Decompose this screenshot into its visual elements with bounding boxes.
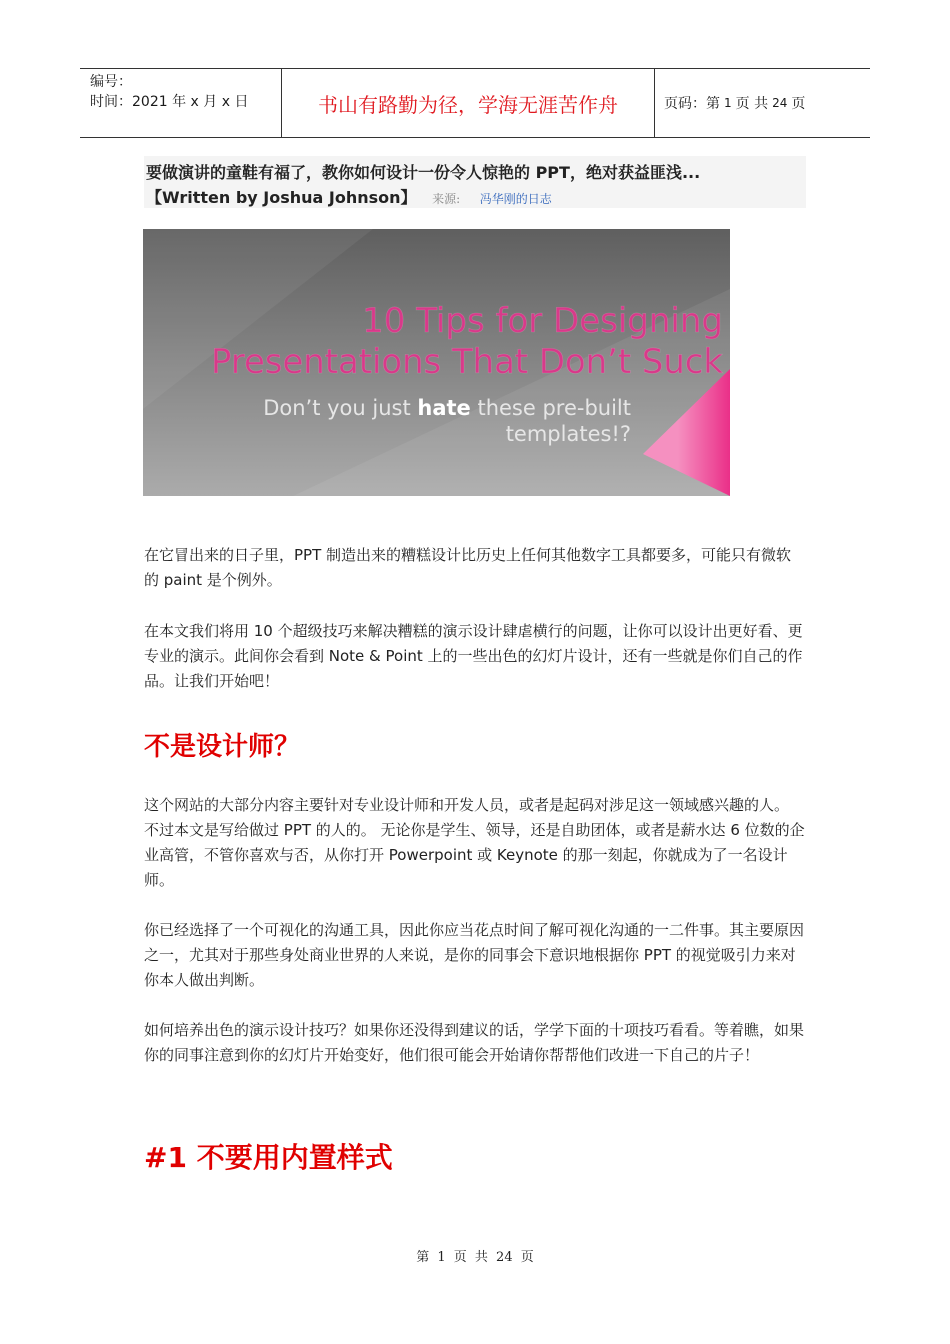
time-label: 时间：2021 年 x 月 x 日 xyxy=(90,94,249,110)
article-title: 要做演讲的童鞋有福了，教你如何设计一份令人惊艳的 PPT，绝对获益匪浅... xyxy=(146,163,701,182)
slide-graphic xyxy=(143,229,730,496)
serial-label: 编号： xyxy=(90,74,132,90)
header-motto: 书山有路勤为径，学海无涯苦作舟 xyxy=(318,92,618,117)
source-link[interactable]: 冯华刚的日志 xyxy=(479,192,552,206)
page-current: 1 xyxy=(724,96,732,110)
paragraph-audience: 这个网站的大部分内容主要针对专业设计师和开发人员，或者是起码对涉足这一领域感兴趣的人。 不过本文是写给做过 PPT 的人的。 无论你是学生、领导，还是自助团体，或者是薪水达 6 位数的企业高管，不管你喜欢与否，从你打开 Powerpoint 或 Keynote 的那一刻起，你就成为了一名设计师。 xyxy=(144,796,805,889)
document-header xyxy=(80,68,870,138)
article-author: 【Written by Joshua Johnson】 xyxy=(146,188,417,207)
paragraph-intro: 在它冒出来的日子里，PPT 制造出来的糟糕设计比历史上任何其他数字工具都要多，可能只有微软的 paint 是个例外。 xyxy=(144,546,792,589)
page-mid: 页 共 xyxy=(735,96,769,112)
header-page-info xyxy=(664,69,805,137)
source-label: 来源: xyxy=(432,192,461,206)
slide-subtitle-line2: templates!? xyxy=(505,422,631,446)
slide-sub-bold: hate xyxy=(417,396,471,420)
slide-title-line1: 10 Tips for Designing xyxy=(362,301,723,341)
article-byline xyxy=(146,185,552,208)
page-prefix: 页码：第 xyxy=(664,96,720,112)
section-heading-tip1: #1 不要用内置样式 xyxy=(144,1141,393,1174)
slide-title-line2: Presentations That Don’t Suck xyxy=(211,342,724,382)
page-suffix: 页 xyxy=(791,96,806,112)
section-heading-not-designer: 不是设计师？ xyxy=(144,732,301,762)
header-meta xyxy=(90,72,248,112)
slide-subtitle-line1 xyxy=(263,396,631,420)
paragraph-plan: 在本文我们将用 10 个超级技巧来解决糟糕的演示设计肆虐横行的问题，让你可以设计出更好看、更专业的演示。此间你会看到 Note & Point 上的一些出色的幻灯片设计，还有一些就是你们自己的作品。让我们开始吧！ xyxy=(144,622,803,690)
paragraph-how-to: 如何培养出色的演示设计技巧？如果你还没得到建议的话，学学下面的十项技巧看看。等着瞧，如果你的同事注意到你的幻灯片开始变好，他们很可能会开始请你帮帮他们改进一下自己的片子！ xyxy=(144,1021,805,1064)
header-divider xyxy=(654,69,655,137)
paragraph-visual-tool: 你已经选择了一个可视化的沟通工具，因此你应当花点时间了解可视化沟通的一二件事。其主要原因之一，尤其对于那些身处商业世界的人来说，是你的同事会下意识地根据你 PPT 的视觉吸引力来对你本人做出判断。 xyxy=(144,921,805,989)
slide-sub-pre: Don’t you just xyxy=(263,396,418,420)
slide-image xyxy=(143,229,730,496)
slide-sub-post: these pre-built xyxy=(470,396,631,420)
page-footer: 第 1 页 共 24 页 xyxy=(416,1250,534,1265)
page-total: 24 xyxy=(772,96,788,110)
